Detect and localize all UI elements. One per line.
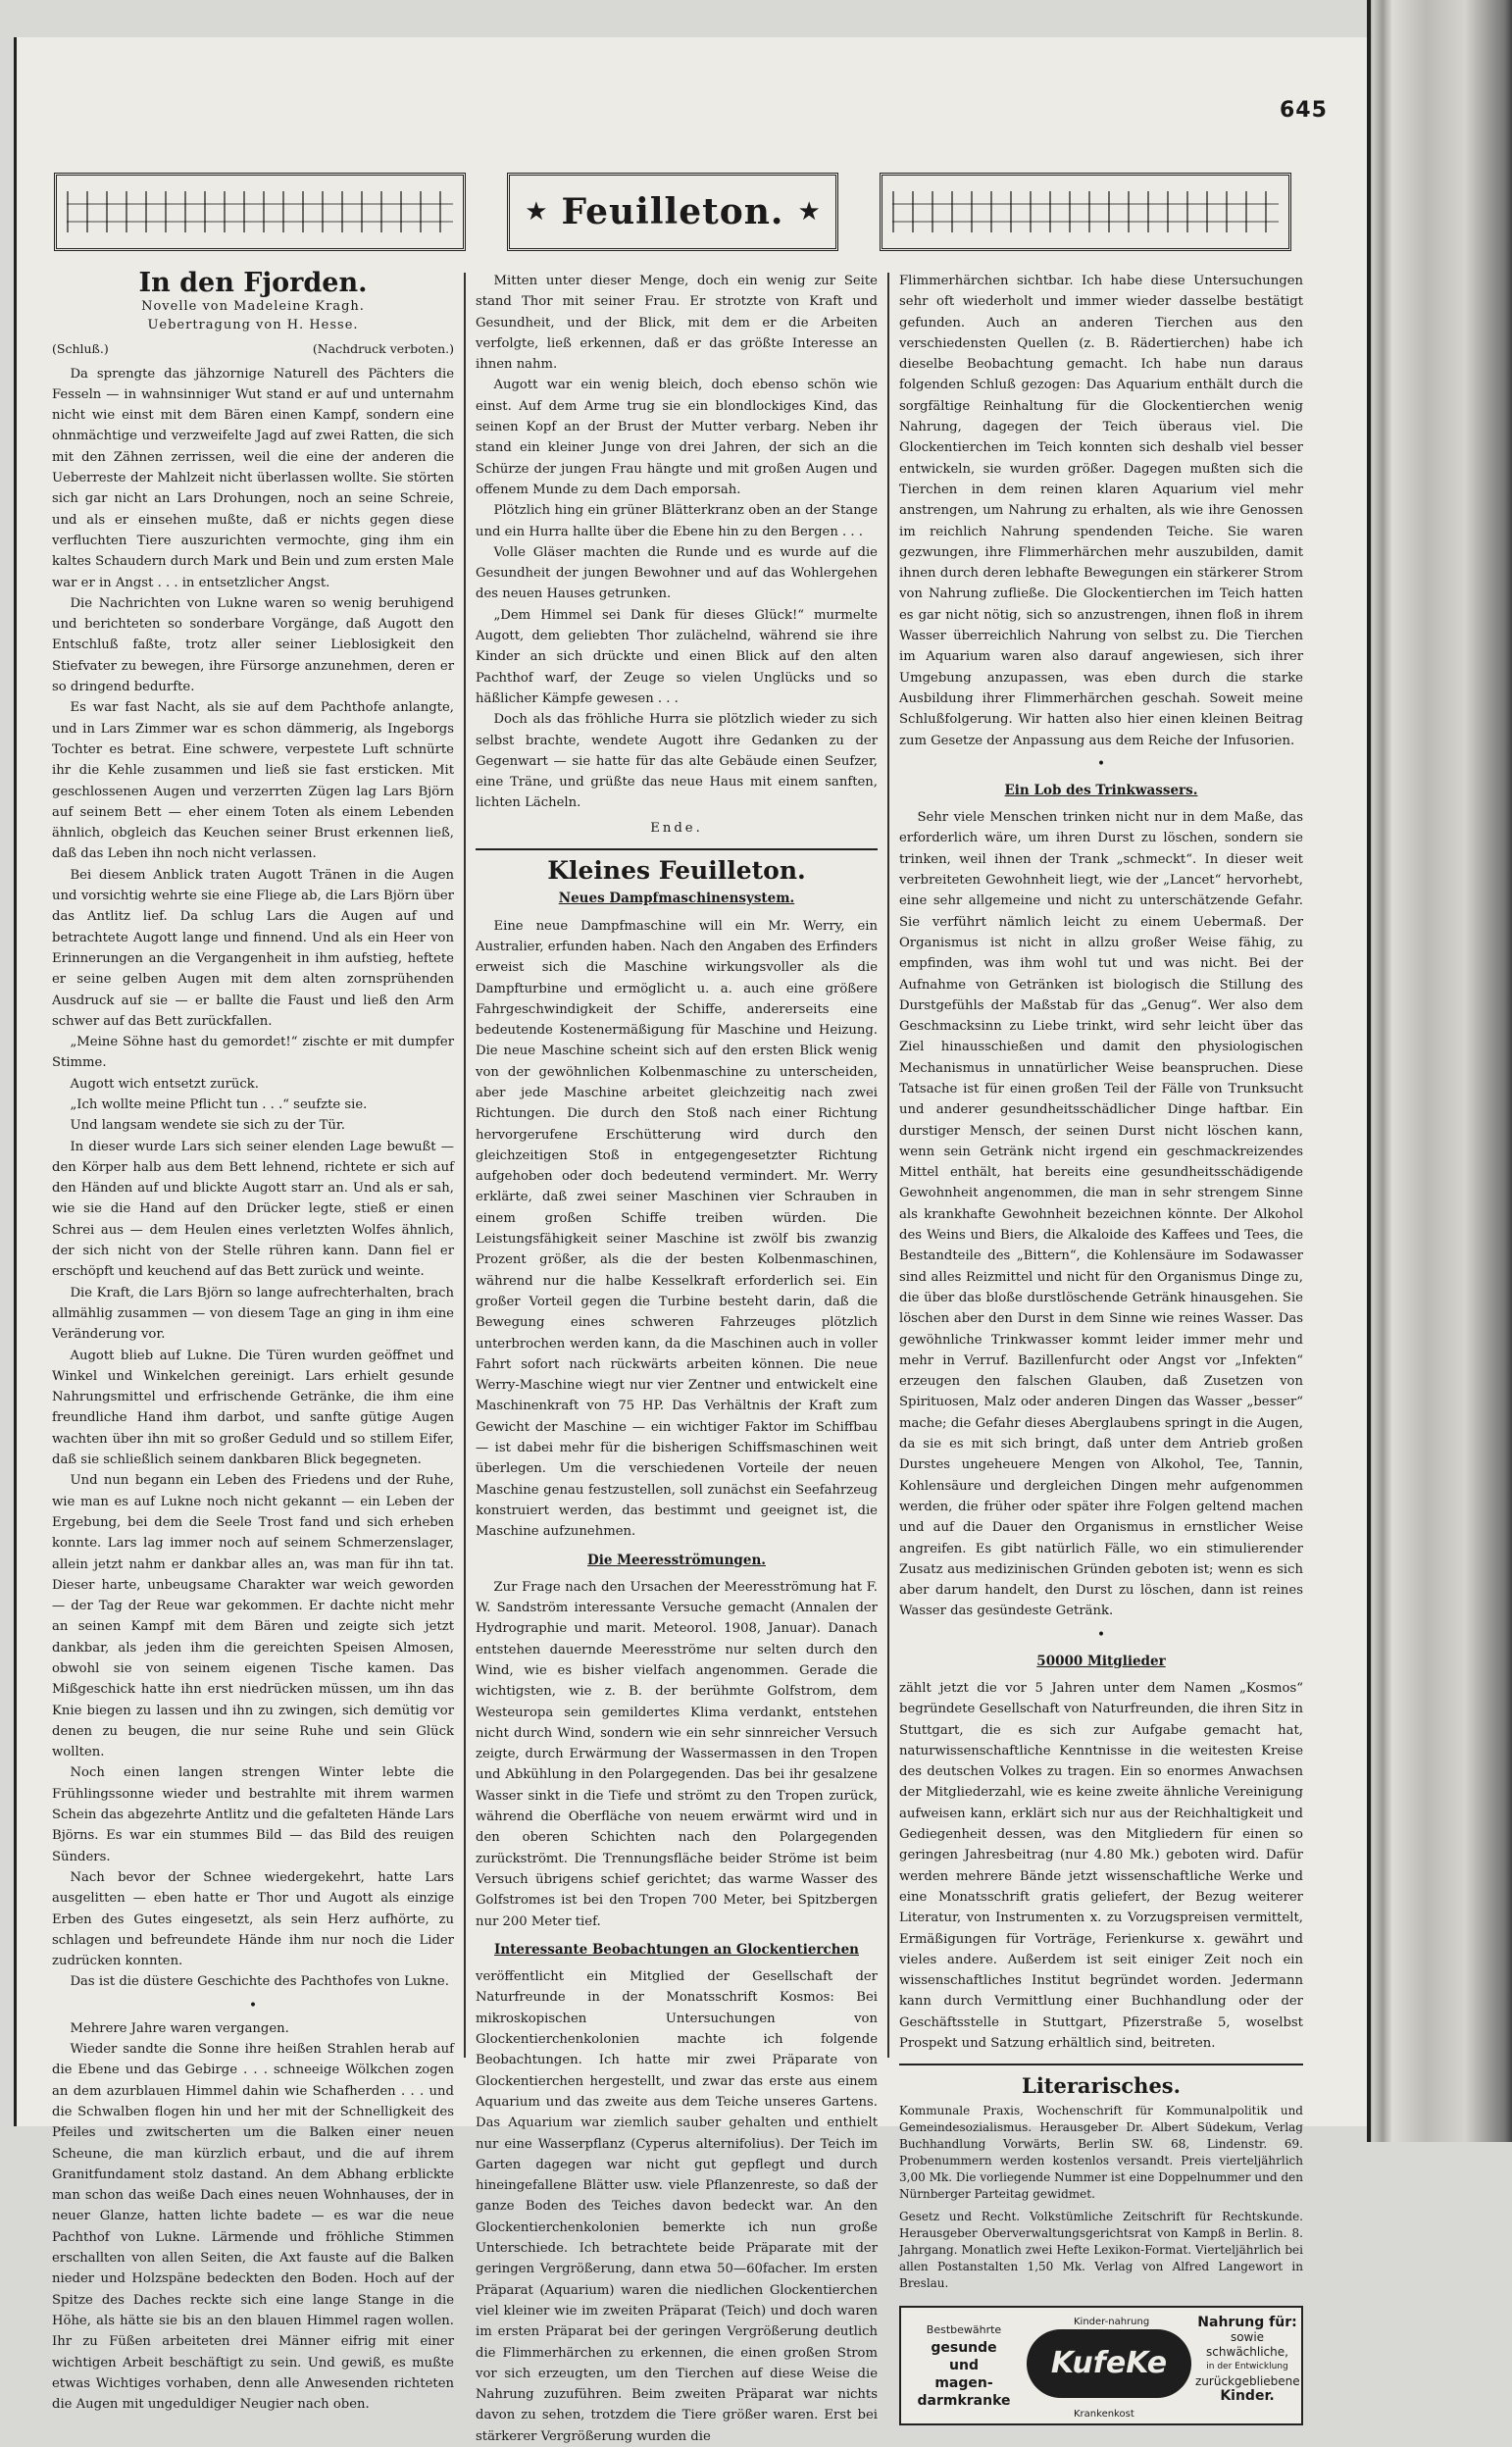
- paragraph: Es war fast Nacht, als sie auf dem Pachthofe anlangte, und in Lars Zimmer war es schon dämmerig, als Ingeborgs Tochter es betrat. Eine schwere, verpestete Luft schnürte ihr die Kehle zusammen und ließ sie fast ersticken. Mit geschlossenen Augen und verzerrten Zügen lag Lars Björn auf seinem Bett — eher einem Toten als einem Lebenden ähnlich, obgleich das Keuchen seiner Brust erkennen ließ, daß das Leben ihn noch nicht verlassen.: [52, 700, 454, 862]
- paragraph: Mehrere Jahre waren vergangen.: [70, 2020, 289, 2036]
- article-title: Die Meeresströmungen.: [587, 1552, 766, 1568]
- article-title: Ein Lob des Trinkwassers.: [1004, 782, 1198, 798]
- literature-entry: Gesetz und Recht. Volkstümliche Zeitschrift für Rechtskunde. Herausgeber Oberverwaltungsgerichtsrat von Kampß in Berlin. 8. Jahrgang. Monatlich zwei Hefte Lexikon-Format. Vierteljährlich bei allen Postanstalten 1,50 Mk. Verlag von Alfred Langewort in Breslau.: [899, 2209, 1303, 2290]
- ad-text: gesunde: [931, 2339, 997, 2356]
- kufeke-advertisement: [899, 2306, 1303, 2425]
- paragraph: Die Kraft, die Lars Björn so lange aufrechterhalten, brach allmählig zusammen — von diesem Tage an ging in ihm eine Veränderung vor.: [52, 1285, 454, 1343]
- newspaper-page: [14, 37, 1370, 2444]
- paragraph: Und nun begann ein Leben des Friedens und der Ruhe, wie man es auf Lukne noch nicht gekannt — ein Leben der Ergebung, bei dem die Seele Trost fand und sich erheben konnte. Lars lag immer noch auf seinem Schmerzenslager, allein jetzt nahm er dankbar alles an, was man für ihn tat. Dieser harte, unbeugsame Charakter war weich geworden — der Tag der Reue war gekommen. Er dachte nicht mehr an seinen Kampf mit dem Bären und zeigte sich jetzt dankbar, als jeden ihm die gereichten Speisen Almosen, obwohl sie von seinem eigenen Tische kamen. Das Mißgeschick hatte ihn erst niedrücken müssen, um ihn das Knie biegen zu lassen und ihn zu zwingen, sich demütig vor denen zu beugen, die nur seine Ruhe und sein Glück wollten.: [52, 1473, 454, 1760]
- ad-text: magen-: [934, 2374, 993, 2391]
- paragraph: „Ich wollte meine Pflicht tun . . .“ seufzte sie.: [70, 1096, 368, 1112]
- paragraph: Die Nachrichten von Lukne waren so wenig beruhigend und berichteten so sonderbare Vorgänge, daß Augott den Entschluß faßte, trotz aller seiner Lieblosigkeit den Stiefvater zu bewegen, ihre Fürsorge anzunehmen, deren er so dringend bedurfte.: [52, 595, 454, 695]
- paragraph: Eine neue Dampfmaschine will ein Mr. Werry, ein Australier, erfunden haben. Nach den Angaben des Erfinders erweist sich die Maschine wirkungsvoller als die Dampfturbine und ermöglicht u. a. auch eine größere Fahrgeschwindigkeit der Schiffe, andererseits eine bedeutende Kostenermäßigung für Maschine und Heizung. Die neue Maschine scheint sich auf den ersten Blick wenig von der gewöhnlichen Kolbenmaschine zu unterscheiden, aber jede Maschine arbeitet gleichzeitig nach zwei Richtungen. Die durch den Stoß nach einer Richtung hervorgerufene Erschütterung wird durch den gleichzeitigen Stoß in entgegengesetzter Richtung aufgehoben oder doch bedeutend vermindert. Mr. Werry erklärte, daß zwei seiner Maschinen vier Schrauben in einem großen Schiffe treiben würden. Die Leistungsfähigkeit seiner Maschine ist zwölf bis zwanzig Prozent größer, als die der besten Kolbenmaschinen, während nur die halbe Kesselkraft erforderlich sei. Ein großer Vorteil gegen die Turbine besteht darin, daß die Bewegung eines schweren Fahrzeuges plötzlich unterbrochen werden kann, da die Maschinen auch in voller Fahrt sofort nach rückwärts arbeiten können. Die neue Werry-Maschine wiegt nur vier Zentner und entwickelt eine Maschinenkraft von 75 HP. Das Verhältnis der Kraft zum Gewicht der Maschine — ein wichtiger Faktor im Schiffbau — ist dabei mehr für die bisherigen Schiffsmaschinen weit überlegen. Um die verschiedenen Vorteile der neuen Maschine genau festzustellen, soll zunächst ein Seefahrzeug konstruiert werden, das bestimmt und geeignet ist, die Maschine aufzunehmen.: [476, 918, 878, 1540]
- paragraph: Sehr viele Menschen trinken nicht nur in dem Maße, das erforderlich wäre, um ihren Durst zu löschen, sondern sie trinken, weil ihnen der Trank „schmeckt“. In dieser weit verbreiteten Gewohnheit liegt, wie der „Lancet“ hervorhebt, eine sehr allgemeine und nicht zu unterschätzende Gefahr. Sie verführt nämlich leicht zu einem Uebermaß. Der Organismus ist nicht in allzu großer Weise fähig, zu empfinden, was ihm wohl tut und was nicht. Bei der Aufnahme von Getränken ist biologisch die Stillung des Durstgefühls der Maßstab für das „Genug“. Wer also dem Geschmacksinn zu Liebe trinkt, wird sehr leicht über das Ziel hinausschießen und damit den physiologischen Mechanismus in unnatürlicher Weise beanspruchen. Diese Tatsache ist für einen großen Teil der Fälle von Trunksucht und anderer gesundheitsschädlicher Dinge haftbar. Ein durstiger Mensch, der seinen Durst nicht löschen kann, wenn sein Getränk nicht irgend ein geschmackreizendes Mittel enthält, hat bereits eine gesundheitsschädigende Gewohnheit angenommen, die man in sehr strengem Sinne als krankhafte Gewohnheit bezeichnen könnte. Der Alkohol des Weins und Biers, die Alkaloide des Kaffees und Tees, die Bestandteile des „Bittern“, die Kohlensäure im Sodawasser sind alles Reizmittel und nicht für den Organismus Dinge zu, die über das bloße durstlöschende Getränk hinausgehen. Sie löschen aber den Durst in dem Sinne wie reines Wasser. Das gewöhnliche Trinkwasser kommt leider immer mehr und mehr in Verruf. Bazillenfurcht oder Angst vor „Infekten“ erzeugen den falschen Glauben, daß Zusetzen von Spirituosen, Malz oder anderen Dingen das Wasser „besser“ mache; die Gefahr dieses Aberglaubens springt in die Augen, da sie es mit sich bringt, daß unter dem Antrieb großen Durstes ungeheuere Mengen von Alkohol, Tee, Tannin, Kohlensäure und dergleichen Dingen mehr aufgenommen werden, die früher oder später ihre Folgen geltend machen und auf die Dauer den Organismus in ernstlicher Weise angreifen. Es gibt natürlich Fälle, wo ein stimulierender Zusatz aus medizinischen Gründen geboten ist; wenn es sich aber darum handelt, den Durst zu löschen, dann ist reines Wasser das gesündeste Getränk.: [899, 810, 1303, 1619]
- literature-entry: Kommunale Praxis, Wochenschrift für Kommunalpolitik und Gemeindesozialismus. Herausgeber Dr. Albert Südekum, Verlag Buchhandlung Vorwärts, Berlin SW. 68, Lindenstr. 69. Probenummern werden kostenlos versandt. Preis vierteljährlich 3,00 Mk. Die vorliegende Nummer ist eine Doppelnummer und den Nürnberger Parteitag gewidmet.: [899, 2103, 1303, 2201]
- paragraph: Flimmerhärchen sichtbar. Ich habe diese Untersuchungen sehr oft wiederholt und immer wieder dasselbe bestätigt gefunden. Auch an anderen Tierchen aus den verschiedensten Quellen (z. B. Rädertierchen) habe ich dieselbe Beobachtung gemacht. Ich habe nun daraus folgenden Schluß gezogen: Das Aquarium enthält durch die sorgfältige Reinhaltung für die Glockentierchen wenig Nahrung, dagegen der Teich überaus viel. Die Glockentierchen im Teich konnten sich deshalb viel besser entwickeln, sie wurden größer. Dagegen mußten sich die Tierchen in dem reinen klaren Aquarium viel mehr anstrengen, um Nahrung zu erhalten, als wie ihre Genossen im reichlich Nahrung spendenden Teiche. Sie waren gezwungen, ihre Flimmerhärchen mehr auszubilden, damit ihnen durch deren lebhafte Bewegungen ein stärkerer Strom von Nahrung zufließe. Die Glockentierchen im Teich hatten es gar nicht nötig, sich so anzustrengen, ihnen floß in ihrem Wasser überreichlich Nahrung von selbst zu. Die Tierchen im Aquarium waren also darauf angewiesen, sich ihrer Umgebung anzupassen, was eben durch die starke Ausbildung ihrer Flimmerhärchen geschah. Soweit meine Schlußfolgerung. Wir hatten also hier einen kleinen Beitrag zum Gesetze der Anpassung aus dem Reiche der Infusorien.: [899, 274, 1303, 748]
- ad-text: schwächliche,: [1206, 2344, 1288, 2359]
- banner-title: Feuilleton.: [561, 191, 784, 232]
- article-title: 50000 Mitglieder: [1036, 1653, 1166, 1669]
- article-title: Neues Dampfmaschinensystem.: [558, 891, 795, 907]
- star-icon: ★: [525, 197, 548, 227]
- paragraph: zählt jetzt die vor 5 Jahren unter dem Namen „Kosmos“ begründete Gesellschaft von Naturfreunden, die ihren Sitz in Stuttgart, die es sich zur Aufgabe gemacht hat, naturwissenschaftliche Kenntnisse in die weitesten Kreise des deutschen Volkes zu tragen. Ein so enormes Anwachsen der Mitgliederzahl, wie es keine zweite ähnliche Vereinigung aufweisen kann, erklärt sich nur aus der Reichhaltigkeit und Gediegenheit dessen, was den Mitgliedern für einen so geringen Jahresbeitrag (nur 4.80 Mk.) geboten wird. Dafür werden mehrere Bände jetzt wissenschaftliche Werke und eine Monatsschrift gratis geliefert, der Bezug weiterer Literatur, von Instrumenten x. zu Vorzugspreisen vermittelt, Ermäßigungen für Vorträge, Ferienkurse x. gewährt und vieles andere. Außerdem ist seit einiger Zeit noch ein wissenschaftliches Institut begründet worden. Jedermann kann durch Vermittlung einer Buchhandlung oder der Geschäftsstelle in Stuttgart, Pfizerstraße 5, woselbst Prospekt und Satzung erhältlich sind, beitreten.: [899, 1681, 1303, 2052]
- paragraph: Volle Gläser machten die Runde und es wurde auf die Gesundheit der jungen Bewohner und auf das Wohlergehen des neuen Hauses getrunken.: [476, 544, 878, 602]
- book-binding: [1367, 0, 1512, 2142]
- star-icon: ★: [797, 197, 821, 227]
- section-divider: [476, 848, 878, 850]
- kufeke-logo: KufeKe: [1027, 2329, 1191, 2398]
- paragraph: veröffentlicht ein Mitglied der Gesellschaft der Naturfreunde in der Monatsschrift Kosmos: Bei mikroskopischen Untersuchungen von Glockentierchenkolonien machte ich folgende Beobachtungen. Ich hatte mir zwei Präparate von Glockentierchen hergestellt, und zwar das erste aus einem Aquarium und das zweite aus dem Teiche unseres Gartens. Das Aquarium war ziemlich sauber gehalten und enthielt nur eine Wasserpflanz (Cyperus alternifolius). Der Teich im Garten dagegen war nicht gut gepflegt und durch hineingefallene Blätter usw. viele Pflanzenreste, so daß der ganze Boden des Teiches davon bedeckt war. An den Glockentierchenkolonien bemerkte ich nun große Unterschiede. Ich betrachtete beide Präparate mit der geringen Vergrößerung, dann etwa 50—60facher. Im ersten Präparat (Aquarium) waren die niedlichen Glockentierchen viel kleiner wie im zweiten Präparat (Teich) und doch waren im ersten Präparat bei der geringen Vergrößerung deutlich die Flimmerhärchen zu erkennen, die einen großen Strom vor sich erzeugten, um den Tierchen auf diese Weise die Nahrung zuzuführen. Beim zweiten Präparat war nichts davon zu sehen, trotzdem die Tiere größer waren. Erst bei stärkerer Vergrößerung wurden die: [476, 1969, 878, 2444]
- separator-bullet: •: [1096, 1626, 1106, 1643]
- ad-text: Nahrung für:: [1197, 2314, 1297, 2330]
- ad-text: in der Entwicklung: [1206, 2361, 1288, 2371]
- note-right: (Nachdruck verboten.): [312, 341, 454, 357]
- paragraph: „Dem Himmel sei Dank für dieses Glück!“ murmelte Augott, dem geliebten Thor zulächelnd, während sie ihre Kinder an sich drückte und einen Blick auf den alten Pachthof warf, der Zeuge so vielen Unglücks und so häßlicher Kämpfe gewesen . . .: [476, 607, 878, 706]
- paragraph: Das ist die düstere Geschichte des Pachthofes von Lukne.: [70, 1974, 449, 1990]
- feuilleton-banner: [54, 173, 1291, 251]
- paragraph: Augott war ein wenig bleich, doch ebenso schön wie einst. Auf dem Arme trug sie ein blondlockiges Kind, das seinen Kopf an der Brust der Mutter verbarg. Neben ihr stand ein kleiner Junge von drei Jahren, der sich an die Schürze der jungen Frau hängte und mit großen Augen und offenem Munde zu dem Dach emporsah.: [476, 378, 878, 497]
- ad-logo-bottom: Krankenkost: [1074, 2408, 1134, 2420]
- note-left: (Schluß.): [52, 341, 109, 357]
- paragraph: Augott blieb auf Lukne. Die Türen wurden geöffnet und Winkel und Winkelchen gereinigt. Lars erhielt gesunde Nahrungsmittel und erfrischende Getränke, die ihm eine freundliche Hand ihm darbot, und sanfte gütige Augen wachten über ihn mit so großer Geduld und so stillem Eifer, daß sie schließlich seinem dankbaren Blick begegneten.: [52, 1348, 454, 1468]
- column-rule-1: [464, 273, 466, 2058]
- ad-left-text: [911, 2321, 1017, 2410]
- column-rule-2: [887, 273, 889, 2058]
- paragraph: Mitten unter dieser Menge, doch ein wenig zur Seite stand Thor mit seiner Frau. Er strotzte von Kraft und Gesundheit, und der Blick, mit dem er die Arbeiten verfolgte, ließ erkennen, daß er das größte Interesse an ihnen nahm.: [476, 274, 878, 373]
- ad-text: Bestbewährte: [926, 2322, 1002, 2336]
- paragraph: Wieder sandte die Sonne ihre heißen Strahlen herab auf die Ebene und das Gebirge . . . schneeige Wölkchen zogen an dem azurblauen Himmel dahin wie Schafherden . . . und die Schwalben flogen hin und her mit der Schnelligkeit des Pfeiles und zwitscherten um die Balken einer neuen Scheune, die man kürzlich erbaut, und die auf ihrem Granitfundament stolz dastand. An dem Abhang erblickte man schon das weiße Dach eines neuen Wohnhauses, der in neuer Glanze, hatten lichte badete — es war die neue Pachthof von Lukne. Lärmende und fröhliche Stimmen erschallten von allen Seiten, die Axt fauste auf die Balken nieder und Holzspäne bedeckten den Boden. Hoch auf der Spitze des Daches reckte sich eine lange Stange in die Höhe, als hätte sie bis an den blauen Himmel ragen wollen. Ihr zu Füßen arbeiteten drei Männer eifrig mit einer wichtigen Arbeit beschäftigt zu sein. Und gewiß, es mußte etwas Wichtiges vorhaben, denn alle Anwesenden richteten die Augen mit ungeduldiger Neugier nach oben.: [52, 2042, 454, 2413]
- section-divider: [899, 2064, 1303, 2065]
- literature-title: Literarisches.: [1022, 2073, 1181, 2099]
- paragraph: Zur Frage nach den Ursachen der Meeresströmung hat F. W. Sandström interessante Versuche gemacht (Annalen der Hydrographie und marit. Meteorol. 1908, Januar). Danach entstehen dauernde Meeresströme nur selten durch den Wind, wie es bisher vielfach angenommen. Gerade die wichtigsten, wie z. B. der berühmte Golfstrom, dem Westeuropa sein gemildertes Klima verdankt, entstehen nicht durch Wind, sondern wie ein sehr sinnreicher Versuch zeigte, durch Erwärmung der Wassermassen in den Tropen und Abkühlung in den Polargegenden. Das bei ihr gesalzene Wasser sinkt in die Tiefe und strömt zu den Tropen zurück, während die Oberfläche von neuem erwärmt wird und in den oberen Schichten nach den Polargegenden zurückströmt. Die Trennungsfläche beider Ströme ist beim Versuch übrigens schief gerichtet; das warme Wasser des Golfstromes ist bei den Tropen 700 Meter, bei Spitzbergen nur 200 Meter tief.: [476, 1579, 878, 1929]
- ornament-right: [880, 173, 1291, 251]
- page-number: 645: [1280, 98, 1328, 123]
- ad-right-text: [1195, 2316, 1299, 2404]
- paragraph: Und langsam wendete sie sich zu der Tür.: [70, 1118, 345, 1134]
- ad-text: zurückgebliebene: [1195, 2373, 1300, 2388]
- paragraph: Da sprengte das jähzornige Naturell des Pächters die Fesseln — in wahnsinniger Wut stand er auf und unternahm nicht wie einst mit dem Bären einen Kampf, sondern eine ohnmächtige und verzweifelte Jagd auf zwei Ratten, die sich mit den Zähnen zerrissen, weil die eine der anderen die Ueberreste der Mahlzeit nicht überlassen wollte. Sie störten sich gar nicht an Lars Drohungen, noch an seine Schreie, und als er einsehen mußte, daß er nichts gegen diese verfluchten Tiere auszurichten vermochte, ging ihm ein kaltes Schaudern durch Mark und Bein und zum ersten Male war er in Angst . . . in entsetzlicher Angst.: [52, 366, 454, 590]
- ad-text: darmkranke: [917, 2392, 1011, 2409]
- column-3: [899, 271, 1303, 2425]
- ad-text: und: [949, 2357, 979, 2373]
- paragraph: Noch einen langen strengen Winter lebte die Frühlingssonne wieder und bestrahlte mit ihrem warmen Schein das abgezehrte Antlitz und die gefalteten Hände Lars Björns. Es war ein stummes Bild — das Bild des reuigen Sünders.: [52, 1765, 454, 1864]
- paragraph: In dieser wurde Lars sich seiner elenden Lage bewußt — den Körper halb aus dem Bett lehnend, richtete er sich auf den Händen auf und blickte Augott starr an. Und als er sah, wie sie die Hand auf den Drücker legte, stieß er einen Schrei aus — dem Heulen eines verletzten Wolfes ähnlich, der sich nicht von der Stelle rühren kann. Dann fiel er erschöpft und keuchend auf das Bett zurück und weinte.: [52, 1139, 454, 1280]
- story-notes: [52, 338, 454, 359]
- paragraph: „Meine Söhne hast du gemordet!“ zischte er mit dumpfer Stimme.: [52, 1035, 454, 1071]
- story-subtitle: Novelle von Madeleine Kragh.: [141, 299, 365, 315]
- paragraph: Plötzlich hing ein grüner Blätterkranz oben an der Stange und ein Hurra hallte über die Ebene hin zu den Bergen . . .: [476, 503, 878, 539]
- ad-logo-top: Kinder-nahrung: [1074, 2316, 1150, 2327]
- separator-bullet: •: [248, 1997, 258, 2014]
- paragraph: Augott wich entsetzt zurück.: [70, 1076, 259, 1092]
- story-end: Ende.: [650, 820, 703, 836]
- paragraph: Doch als das fröhliche Hurra sie plötzlich wieder zu sich selbst brachte, wendete Augott ihre Gedanken zu der Gegenwart — sie hatte für das alte Gebäude einen Seufzer, eine Träne, und grüßte das neue Haus mit einem sanften, lichten Lächeln.: [476, 712, 878, 811]
- section-title: Kleines Feuilleton.: [547, 856, 806, 886]
- article-title: Interessante Beobachtungen an Glockentierchen: [494, 1941, 859, 1958]
- paragraph: Bei diesem Anblick traten Augott Tränen in die Augen und vorsichtig wehrte sie eine Fliege ab, die Lars Björn über das Antlitz lief. Da schlug Lars die Augen auf und betrachtete Augott lange und finnend. Und als ein Heer von Erinnerungen an die Vergangenheit in ihm aufstieg, heftete er seine gelben Augen mit dem alten zornsprühenden Ausdruck auf sie — er ballte die Faust und ließ den Arm schwer auf das Bett zurückfallen.: [52, 867, 454, 1029]
- literature-list: [899, 2103, 1303, 2292]
- column-1: [52, 268, 454, 2415]
- separator-bullet: •: [1096, 755, 1106, 772]
- column-2: [476, 271, 878, 2447]
- story-translation: Uebertragung von H. Hesse.: [147, 318, 359, 333]
- ornament-left: [54, 173, 466, 251]
- banner-title-box: [507, 173, 838, 251]
- paragraph: Nach bevor der Schnee wiedergekehrt, hatte Lars ausgelitten — eben hatte er Thor und Augott als einzige Erben des Gutes eingesetzt, als sein Herz aufhörte, zu schlagen und befreundete Hände ihm nur noch die Lider zudrücken konnten.: [52, 1869, 454, 1969]
- ad-text: sowie: [1230, 2329, 1265, 2344]
- story-title: In den Fjorden.: [138, 268, 368, 298]
- ad-text: Kinder.: [1220, 2387, 1275, 2404]
